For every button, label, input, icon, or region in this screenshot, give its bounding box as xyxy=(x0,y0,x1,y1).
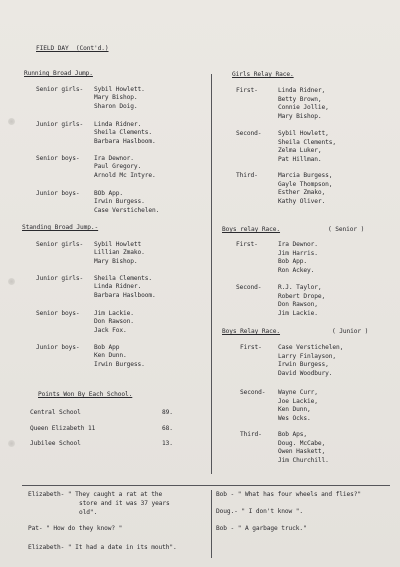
participant-name: Ken Dunn. xyxy=(94,352,127,360)
participant-name: Joe Lackie, xyxy=(278,397,318,405)
participant-name: Mary Bishop. xyxy=(94,257,138,265)
participant-name: Jim Harris. xyxy=(278,249,318,257)
participant-name: Marcia Burgess, xyxy=(278,172,333,179)
participant-name: Bob Aps, xyxy=(278,431,308,438)
page-header: FIELD DAY (Cont'd.) xyxy=(36,45,109,52)
group-label: Senior girls- xyxy=(36,241,84,248)
punch-hole xyxy=(8,118,15,125)
participant-name: Owen Haskett, xyxy=(278,448,326,455)
participant-name: Wayne Curr, xyxy=(278,389,318,396)
group-label: Senior boys- xyxy=(36,310,80,317)
participant-name: Esther Zmako, xyxy=(278,189,326,196)
school-points: 89. xyxy=(162,409,173,416)
participant-name: Arnold Mc Intyre. xyxy=(94,171,156,179)
participant-name: BOb App. xyxy=(94,190,124,197)
group-label: Second- xyxy=(236,130,262,137)
school-points: 68. xyxy=(162,425,173,432)
participant-name: Case Verstichelen. xyxy=(94,206,160,214)
participant-name: Don Rawson. xyxy=(94,318,134,326)
school-name: Queen Elizabeth 11 xyxy=(30,425,96,432)
joke-line: Bob - " A garbage truck." xyxy=(216,525,307,532)
points-title: Points Won By Each School. xyxy=(38,391,133,398)
participant-name: Don Rawson, xyxy=(278,301,318,308)
participant-name: Ira Dewnor. xyxy=(278,241,318,248)
participant-name: Linda Ridner. xyxy=(94,121,142,128)
participant-name: Betty Brown, xyxy=(278,95,322,103)
joke-line: Doug.- " I don't know ". xyxy=(216,508,304,515)
participant-name: Mary Bishop. xyxy=(278,112,322,120)
participant-name: Ron Ackey. xyxy=(278,266,315,274)
school-name: Jubilee School xyxy=(30,440,81,447)
participant-name: Kathy Oliver. xyxy=(278,197,326,205)
participant-name: Sybil Howlett, xyxy=(278,130,329,137)
group-label: Senior girls- xyxy=(36,86,84,93)
participant-name: Sheila Clements. xyxy=(94,275,153,282)
group-label: Junior boys- xyxy=(36,190,80,197)
participant-name: Linda Ridner. xyxy=(94,283,142,291)
participant-name: Doug. McCabe, xyxy=(278,439,326,447)
participant-name: Ken Dunn, xyxy=(278,406,311,413)
joke-line: Elizabeth- " It had a date in its mouth". xyxy=(28,544,177,551)
boys-relay-senior-subtitle: ( Senior ) xyxy=(328,226,365,233)
group-label: Junior girls- xyxy=(36,121,84,128)
joke-column-divider xyxy=(211,490,212,558)
participant-name: Barbara Haslboom. xyxy=(94,137,156,145)
school-name: Central School xyxy=(30,409,81,416)
group-label: Senior boys- xyxy=(36,155,80,162)
group-label: First- xyxy=(236,241,258,248)
girls-relay-title: Girls Relay Race. xyxy=(232,71,294,78)
participant-name: Bob App. xyxy=(278,258,308,265)
participant-name: Lillian Zmako. xyxy=(94,249,145,257)
section-divider xyxy=(22,485,390,486)
participant-name: Bob App xyxy=(94,344,120,351)
joke-line: store and it was 37 years xyxy=(79,500,170,507)
participant-name: R.J. Taylor, xyxy=(278,284,322,291)
group-label: First- xyxy=(240,344,262,351)
joke-line: Elizabeth- " They caught a rat at the xyxy=(28,491,163,498)
group-label: Third- xyxy=(236,172,258,179)
joke-line: Pat- " How do they know? " xyxy=(28,525,123,532)
boys-relay-junior-title: Boys Relay Race. xyxy=(222,328,281,335)
participant-name: Mary Bishop. xyxy=(94,94,138,102)
punch-hole xyxy=(8,440,15,447)
participant-name: Paul Gregory. xyxy=(94,163,142,171)
joke-line: Bob - " What has four wheels and flies?" xyxy=(216,491,362,498)
participant-name: Jim Lackie. xyxy=(94,310,134,317)
participant-name: Pat Hillman. xyxy=(278,155,322,163)
participant-name: Linda Ridner, xyxy=(278,87,326,94)
boys-relay-senior-title: Boys relay Race. xyxy=(222,226,281,233)
joke-line: old". xyxy=(79,509,98,516)
group-label: Second- xyxy=(236,284,262,291)
participant-name: Jack Fox. xyxy=(94,326,127,334)
group-label: Second- xyxy=(240,389,266,396)
group-label: First- xyxy=(236,87,258,94)
group-label: Junior boys- xyxy=(36,344,80,351)
participant-name: Sheila Clements, xyxy=(278,138,337,146)
participant-name: Sybil Howlett xyxy=(94,241,142,248)
column-divider xyxy=(211,74,212,474)
participant-name: Ira Dewnor. xyxy=(94,155,134,162)
participant-name: Sheila Clements. xyxy=(94,129,153,137)
participant-name: Irwin Burgess, xyxy=(278,361,329,368)
boys-relay-junior-subtitle: ( Junior ) xyxy=(332,328,369,335)
participant-name: Case Verstichelen, xyxy=(278,344,344,351)
school-points: 13. xyxy=(162,440,173,447)
participant-name: Irwin Burgess. xyxy=(94,198,145,206)
running-broad-jump-title: Running Broad Jump. xyxy=(24,70,93,77)
participant-name: Wes Ocks. xyxy=(278,414,311,422)
participant-name: Robert Drope, xyxy=(278,292,326,300)
participant-name: Connie Jollie, xyxy=(278,104,329,111)
participant-name: Sybil Howlett. xyxy=(94,86,145,93)
participant-name: Zelma Luker, xyxy=(278,147,322,154)
group-label: Junior girls- xyxy=(36,275,84,282)
participant-name: Jim Lackie. xyxy=(278,309,318,317)
participant-name: Jim Churchill. xyxy=(278,456,329,464)
participant-name: Gayle Thompson, xyxy=(278,180,333,188)
participant-name: Sharon Doig. xyxy=(94,102,138,110)
group-label: Third- xyxy=(240,431,262,438)
punch-hole xyxy=(8,278,15,285)
participant-name: Barbara Haslboom. xyxy=(94,291,156,299)
participant-name: Larry Finlayson, xyxy=(278,352,337,360)
participant-name: Irwin Burgess. xyxy=(94,360,145,368)
participant-name: David Woodbury. xyxy=(278,369,333,377)
standing-broad-jump-title: Standing Broad Jump.- xyxy=(22,224,99,231)
